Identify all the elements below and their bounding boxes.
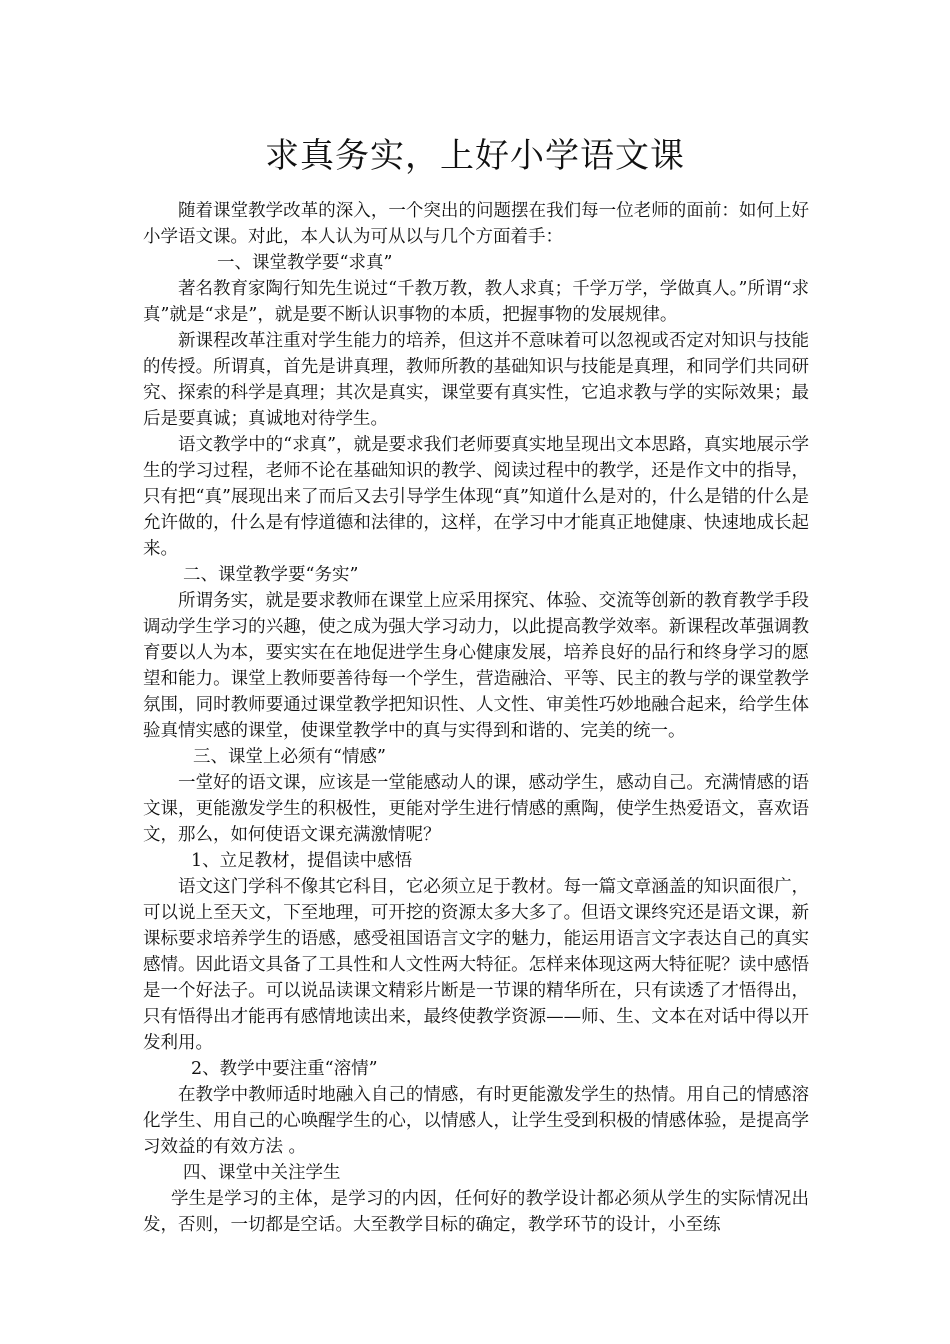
subsection-heading-2: 2、教学中要注重“溶情” bbox=[191, 1059, 378, 1079]
paragraph: 在教学中教师适时地融入自己的情感，有时更能激发学生的热情。用自己的情感溶化学生、用自己的心唤醒学生的心，以情感人，让学生受到积极的情感体验，是提高学习效益的有效方法 。 bbox=[143, 1085, 809, 1157]
section-heading-3: 三、课堂上必须有“情感” bbox=[193, 747, 386, 767]
section-heading-2: 二、课堂教学要“务实” bbox=[183, 565, 359, 585]
paragraph: 著名教育家陶行知先生说过“千教万教，教人求真；千学万学，学做真人。”所谓“求真”就是“求是”，就是要不断认识事物的本质，把握事物的发展规律。 bbox=[143, 279, 809, 325]
paragraph: 学生是学习的主体，是学习的内因，任何好的教学设计都必须从学生的实际情况出发，否则，一切都是空话。大至教学目标的确定，教学环节的设计，小至练 bbox=[143, 1189, 809, 1235]
subsection-heading-1: 1、立足教材，提倡读中感悟 bbox=[191, 851, 413, 871]
paragraph: 语文这门学科不像其它科目，它必须立足于教材。每一篇文章涵盖的知识面很广，可以说上至天文，下至地理，可开挖的资源太多大多了。但语文课终究还是语文课，新课标要求培养学生的语感，感受祖国语言文字的魅力，能运用语言文字表达自己的真实感情。因此语文具备了工具性和人文性两大特征。怎样来体现这两大特征呢？读中感悟是一个好法子。可以说品读课文精彩片断是一节课的精华所在，只有读透了才悟得出，只有悟得出才能再有感情地读出来，最终使教学资源——师、生、文本在对话中得以开发利用。 bbox=[143, 877, 809, 1053]
paragraph: 一堂好的语文课，应该是一堂能感动人的课，感动学生，感动自己。充满情感的语文课，更能激发学生的积极性，更能对学生进行情感的熏陶，使学生热爱语文，喜欢语文，那么，如何使语文课充满激情呢？ bbox=[143, 773, 809, 845]
paragraph: 所谓务实，就是要求教师在课堂上应采用探究、体验、交流等创新的教育教学手段调动学生学习的兴趣，使之成为强大学习动力，以此提高教学效率。新课程改革强调教育要以人为本，要实实在在地促进学生身心健康发展，培养良好的品行和终身学习的愿望和能力。课堂上教师要善待每一个学生，营造融洽、平等、民主的教与学的课堂教学氛围，同时教师要通过课堂教学把知识性、人文性、审美性巧妙地融合起来，给学生体验真情实感的课堂，使课堂教学中的真与实得到和谐的、完美的统一。 bbox=[143, 591, 809, 741]
paragraph: 新课程改革注重对学生能力的培养，但这并不意味着可以忽视或否定对知识与技能的传授。所谓真，首先是讲真理，教师所教的基础知识与技能是真理，和同学们共同研究、探索的科学是真理；其次是真实，课堂要有真实性，它追求教与学的实际效果；最后是要真诚；真诚地对待学生。 bbox=[143, 331, 809, 429]
document-title: 求真务实，上好小学语文课 bbox=[265, 136, 685, 176]
section-heading-4: 四、课堂中关注学生 bbox=[183, 1163, 341, 1183]
paragraph: 语文教学中的“求真”，就是要求我们老师要真实地呈现出文本思路，真实地展示学生的学习过程，老师不论在基础知识的教学、阅读过程中的教学，还是作文中的指导，只有把“真”展现出来了而后又去引导学生体现“真”知道什么是对的，什么是错的什么是允许做的，什么是有悖道德和法律的，这样，在学习中才能真正地健康、快速地成长起来。 bbox=[143, 435, 809, 559]
section-heading-1: 一、课堂教学要“求真” bbox=[217, 253, 393, 273]
paragraph-intro: 随着课堂教学改革的深入，一个突出的问题摆在我们每一位老师的面前：如何上好小学语文课。对此，本人认为可从以与几个方面着手： bbox=[143, 201, 809, 247]
document-body bbox=[143, 198, 809, 1238]
